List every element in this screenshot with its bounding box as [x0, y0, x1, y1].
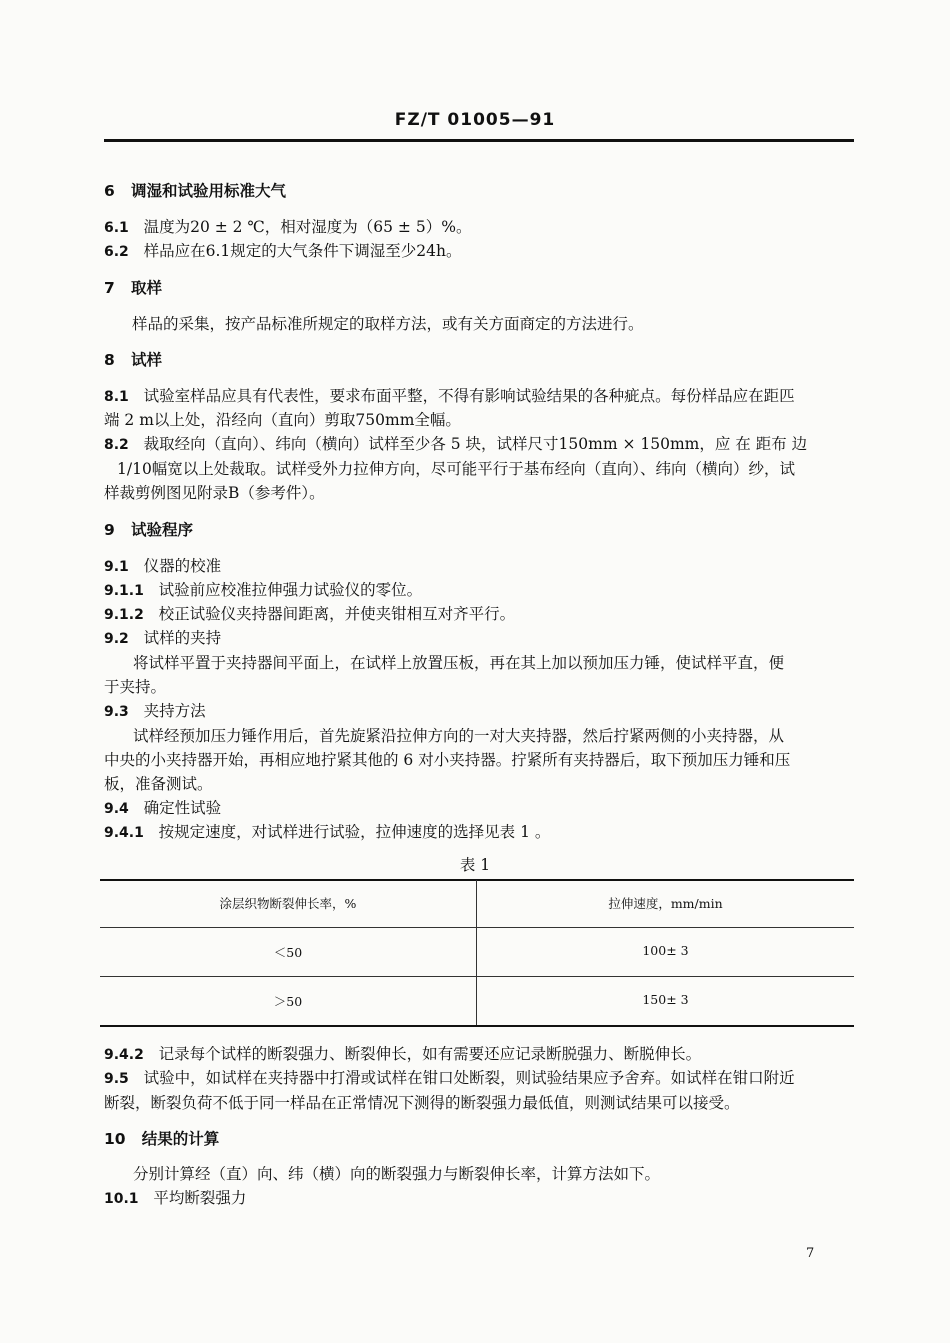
clause-8-2-line-1 — [104, 432, 807, 454]
table-header-speed: 拉伸速度，mm/min — [608, 896, 723, 911]
clause-6-1 — [104, 215, 471, 237]
clause-6-2 — [104, 239, 461, 261]
clause-title: 平均断裂强力 — [153, 1189, 247, 1207]
clause-number: 8.2 — [104, 437, 129, 453]
section-number: 7 — [104, 279, 115, 297]
clause-9-1-2 — [104, 602, 515, 624]
clause-9-3-line-1: 试样经预加压力锤作用后，首先旋紧沿拉伸方向的一对大夹持器，然后拧紧两侧的小夹持器，从 — [133, 727, 785, 745]
clause-text: 温度为20 ± 2 ℃，相对湿度为（65 ± 5）%。 — [143, 218, 472, 236]
clause-title: 确定性试验 — [143, 799, 222, 817]
table-cell: ＞50 — [273, 994, 303, 1009]
clause-9-3-line-3: 板，准备测试。 — [104, 775, 213, 793]
clause-9-2-line-2: 于夹持。 — [104, 678, 167, 696]
clause-number: 9.1.2 — [104, 607, 144, 623]
section-number: 10 — [104, 1130, 126, 1148]
section-title: 试样 — [131, 351, 163, 369]
section-6-heading — [104, 179, 286, 201]
section-number: 9 — [104, 521, 115, 539]
standard-code-header: FZ/T 01005—91 — [394, 110, 556, 130]
clause-10-1 — [104, 1186, 246, 1208]
clause-number: 9.5 — [104, 1071, 129, 1087]
section-7-heading — [104, 276, 162, 298]
clause-text: 记录每个试样的断裂强力、断裂伸长，如有需要还应记录断脱强力、断脱伸长。 — [158, 1045, 702, 1063]
table-cell: ＜50 — [273, 945, 303, 960]
table-row-rule — [100, 927, 854, 928]
table-cell: 100± 3 — [642, 943, 689, 958]
table-bottom-rule — [100, 1025, 854, 1027]
clause-9-4 — [104, 796, 221, 818]
clause-text: 试验室样品应具有代表性，要求布面平整，不得有影响试验结果的各种疵点。每份样品应在距匹 — [143, 387, 795, 405]
section-title: 试验程序 — [131, 521, 194, 539]
clause-text: 裁取经向（直向）、纬向（横向）试样至少各 5 块，试样尺寸150mm × 150mm，应 在 距布 边 — [143, 435, 808, 453]
clause-number: 9.4 — [104, 801, 129, 817]
clause-number: 9.4.1 — [104, 825, 144, 841]
clause-number: 6.2 — [104, 244, 129, 260]
clause-title: 仪器的校准 — [143, 557, 222, 575]
clause-number: 9.1 — [104, 559, 129, 575]
clause-text: 按规定速度，对试样进行试验，拉伸速度的选择见表 1 。 — [158, 823, 551, 841]
section-7-body: 样品的采集，按产品标准所规定的取样方法，或有关方面商定的方法进行。 — [132, 315, 644, 333]
clause-text: 试验中，如试样在夹持器中打滑或试样在钳口处断裂，则试验结果应予舍弃。如试样在钳口附近 — [143, 1069, 795, 1087]
section-number: 8 — [104, 351, 115, 369]
clause-number: 9.1.1 — [104, 583, 144, 599]
page-number: 7 — [806, 1246, 815, 1261]
section-title: 调湿和试验用标准大气 — [131, 182, 287, 200]
section-10-heading — [104, 1127, 219, 1149]
clause-9-2-line-1: 将试样平置于夹持器间平面上，在试样上放置压板，再在其上加以预加压力锤，使试样平直，便 — [133, 654, 785, 672]
clause-9-4-1 — [104, 820, 550, 842]
section-9-heading — [104, 518, 193, 540]
clause-title: 试样的夹持 — [143, 629, 222, 647]
clause-9-5-line-1 — [104, 1066, 795, 1088]
clause-8-1-line-2: 端 2 m以上处，沿经向（直向）剪取750mm全幅。 — [104, 411, 461, 429]
clause-title: 夹持方法 — [143, 702, 206, 720]
clause-number: 6.1 — [104, 220, 129, 236]
table-header-elongation: 涂层织物断裂伸长率，% — [219, 896, 357, 911]
clause-9-1 — [104, 554, 221, 576]
clause-number: 10.1 — [104, 1191, 139, 1207]
clause-text: 校正试验仪夹持器间距离，并使夹钳相互对齐平行。 — [158, 605, 516, 623]
header-rule — [104, 139, 854, 142]
clause-number: 9.3 — [104, 704, 129, 720]
table-top-rule — [100, 879, 854, 881]
section-title: 结果的计算 — [141, 1130, 220, 1148]
section-8-heading — [104, 348, 162, 370]
clause-9-1-1 — [104, 578, 422, 600]
clause-number: 9.4.2 — [104, 1047, 144, 1063]
clause-text: 试验前应校准拉伸强力试验仪的零位。 — [158, 581, 423, 599]
clause-9-3 — [104, 699, 206, 721]
clause-number: 9.2 — [104, 631, 129, 647]
clause-9-3-line-2: 中央的小夹持器开始，再相应地拧紧其他的 6 对小夹持器。拧紧所有夹持器后，取下预加压力锤和压 — [104, 751, 791, 769]
table-row-rule — [100, 976, 854, 977]
section-title: 取样 — [131, 279, 163, 297]
clause-8-1-line-1 — [104, 384, 795, 406]
clause-9-5-line-2: 断裂，断裂负荷不低于同一样品在正常情况下测得的断裂强力最低值，则测试结果可以接受。 — [104, 1094, 740, 1112]
clause-8-2-line-2: 1/10幅宽以上处裁取。试样受外力拉伸方向，尽可能平行于基布经向（直向）、纬向（横向）纱，试 — [117, 460, 796, 478]
section-number: 6 — [104, 182, 115, 200]
clause-9-4-2 — [104, 1042, 701, 1064]
clause-number: 8.1 — [104, 389, 129, 405]
clause-text: 样品应在6.1规定的大气条件下调湿至少24h。 — [143, 242, 462, 260]
clause-8-2-line-3: 样裁剪例图见附录B（参考件）。 — [104, 484, 325, 502]
table-caption: 表 1 — [459, 856, 491, 874]
clause-9-2 — [104, 626, 221, 648]
section-10-body: 分别计算经（直）向、纬（横）向的断裂强力与断裂伸长率，计算方法如下。 — [133, 1165, 661, 1183]
table-cell: 150± 3 — [642, 992, 689, 1007]
